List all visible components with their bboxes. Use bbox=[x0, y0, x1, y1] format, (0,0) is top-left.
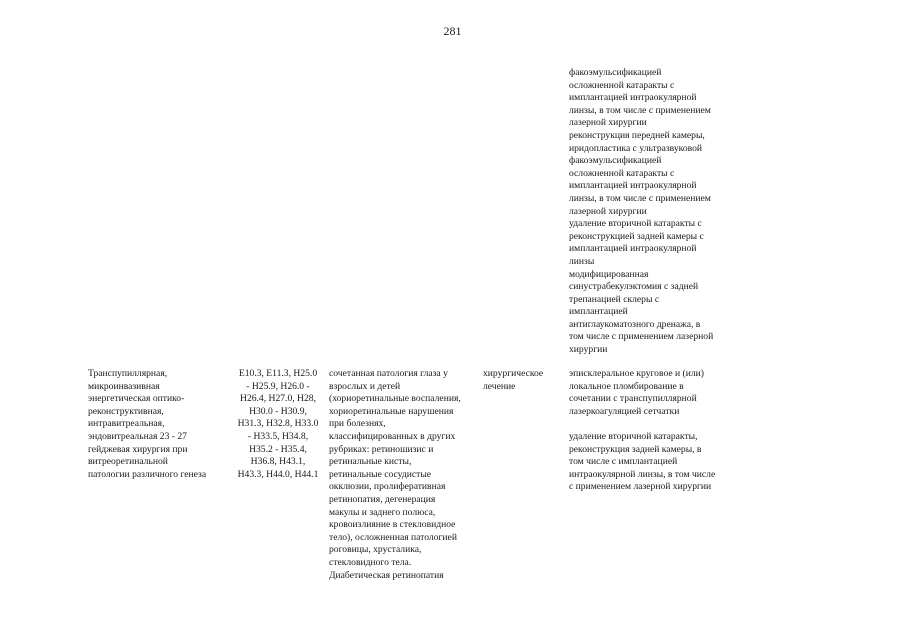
treatment-type-cell bbox=[483, 368, 563, 393]
text-line: (хориоретинальные воспаления, bbox=[329, 393, 461, 405]
text-line: локальное пломбирование в bbox=[569, 380, 684, 392]
text-line: витреоретинальной bbox=[88, 456, 168, 468]
care-type-cell bbox=[88, 368, 233, 481]
text-line: реконструкция передней камеры, bbox=[569, 129, 705, 141]
text-line: имплантацией интраокулярной bbox=[569, 180, 697, 192]
continuation-treatment-methods bbox=[569, 67, 759, 357]
text-line: эндовитреальная 23 - 27 bbox=[88, 430, 187, 442]
text-line: трепанацией склеры с bbox=[569, 293, 660, 305]
text-line: удаление вторичной катаракты, bbox=[569, 430, 698, 442]
text-line: при болезнях, bbox=[329, 418, 386, 430]
text-line: факоэмульсификацией bbox=[569, 155, 662, 167]
text-line: линзы, в том числе с применением bbox=[569, 192, 711, 204]
text-line: стекловидного тела. bbox=[329, 556, 412, 568]
text-line: окклюзии, пролиферативная bbox=[329, 481, 446, 493]
text-line: осложненной катаракты с bbox=[569, 79, 675, 91]
patient-model-cell bbox=[329, 368, 479, 582]
text-line: - H33.5, H34.8, bbox=[247, 430, 309, 442]
text-line: хирургическое bbox=[483, 368, 544, 379]
text-line: факоэмульсификацией bbox=[569, 67, 662, 78]
page-number: 281 bbox=[443, 24, 462, 38]
text-line: ретинопатия, дегенерация bbox=[329, 493, 436, 505]
text-line: лазерной хирургии bbox=[569, 117, 647, 129]
text-line: интравитреальная, bbox=[88, 418, 165, 430]
text-line: микроинвазивная bbox=[88, 380, 160, 392]
text-line: с применением лазерной хирургии bbox=[569, 481, 712, 493]
text-line: эписклеральное круговое и (или) bbox=[569, 368, 704, 379]
text-line: реконструкцией задней камеры с bbox=[569, 230, 704, 242]
text-line: сочетании с транспупиллярной bbox=[569, 393, 697, 405]
text-line: ретинальные кисты, bbox=[329, 456, 412, 468]
treatment-method-cell bbox=[569, 368, 759, 494]
text-line: модифицированная bbox=[569, 268, 649, 280]
text-line: H31.3, H32.8, H33.0 bbox=[237, 418, 319, 430]
text-line: макулы и заднего полюса, bbox=[329, 506, 436, 518]
text-line: H36.8, H43.1, bbox=[250, 456, 306, 468]
text-line: взрослых и детей bbox=[329, 380, 401, 392]
text-line: E10.3, E11.3, H25.0 bbox=[238, 368, 318, 379]
text-line: H30.0 - H30.9, bbox=[249, 405, 307, 417]
text-line: хирургии bbox=[569, 344, 608, 356]
text-line: синустрабекулэктомия с задней bbox=[569, 281, 699, 293]
text-line: роговицы, хрусталика, bbox=[329, 544, 422, 556]
paragraph-gap bbox=[569, 418, 759, 431]
text-line: Транспупиллярная, bbox=[88, 368, 168, 379]
text-line: имплантацией bbox=[569, 306, 628, 318]
text-line: имплантацией интраокулярной bbox=[569, 243, 697, 255]
text-line: сочетанная патология глаза у bbox=[329, 368, 448, 379]
text-line: реконструкция задней камеры, в bbox=[569, 443, 702, 455]
text-line: Диабетическая ретинопатия bbox=[329, 569, 444, 581]
text-line: интраокулярной линзы, в том числе bbox=[569, 468, 716, 480]
text-line: кровоизлияние в стекловидное bbox=[329, 519, 456, 531]
text-line: лазеркоагуляцией сетчатки bbox=[569, 405, 680, 417]
text-line: том числе с имплантацией bbox=[569, 456, 678, 468]
text-line: лазерной хирургии bbox=[569, 205, 647, 217]
text-line: линзы, в том числе с применением bbox=[569, 104, 711, 116]
icd-codes-cell bbox=[233, 368, 323, 481]
text-line: - H25.9, H26.0 - bbox=[246, 380, 310, 392]
text-line: классифицированных в других bbox=[329, 430, 456, 442]
text-line: том числе с применением лазерной bbox=[569, 331, 714, 343]
text-line: H43.3, H44.0, H44.1 bbox=[237, 468, 319, 480]
text-line: осложненной катаракты с bbox=[569, 167, 675, 179]
text-line: патологии различного генеза bbox=[88, 468, 207, 480]
text-line: H26.4, H27.0, H28, bbox=[240, 393, 316, 405]
text-line: антиглаукоматозного дренажа, в bbox=[569, 318, 701, 330]
text-line: H35.2 - H35.4, bbox=[249, 443, 307, 455]
text-line: имплантацией интраокулярной bbox=[569, 92, 697, 104]
text-line: реконструктивная, bbox=[88, 405, 164, 417]
text-line: иридопластика с ультразвуковой bbox=[569, 142, 703, 154]
text-line: лечение bbox=[483, 380, 516, 392]
text-line: хориоретинальные нарушения bbox=[329, 405, 454, 417]
text-line: гейджевая хирургия при bbox=[88, 443, 188, 455]
text-line: энергетическая оптико- bbox=[88, 393, 185, 405]
text-line: ретинальные сосудистые bbox=[329, 468, 432, 480]
text-line: рубриках: ретиношизис и bbox=[329, 443, 434, 455]
text-line: удаление вторичной катаракты с bbox=[569, 218, 702, 230]
text-line: линзы bbox=[569, 255, 595, 267]
text-line: тело), осложненная патологией bbox=[329, 531, 457, 543]
